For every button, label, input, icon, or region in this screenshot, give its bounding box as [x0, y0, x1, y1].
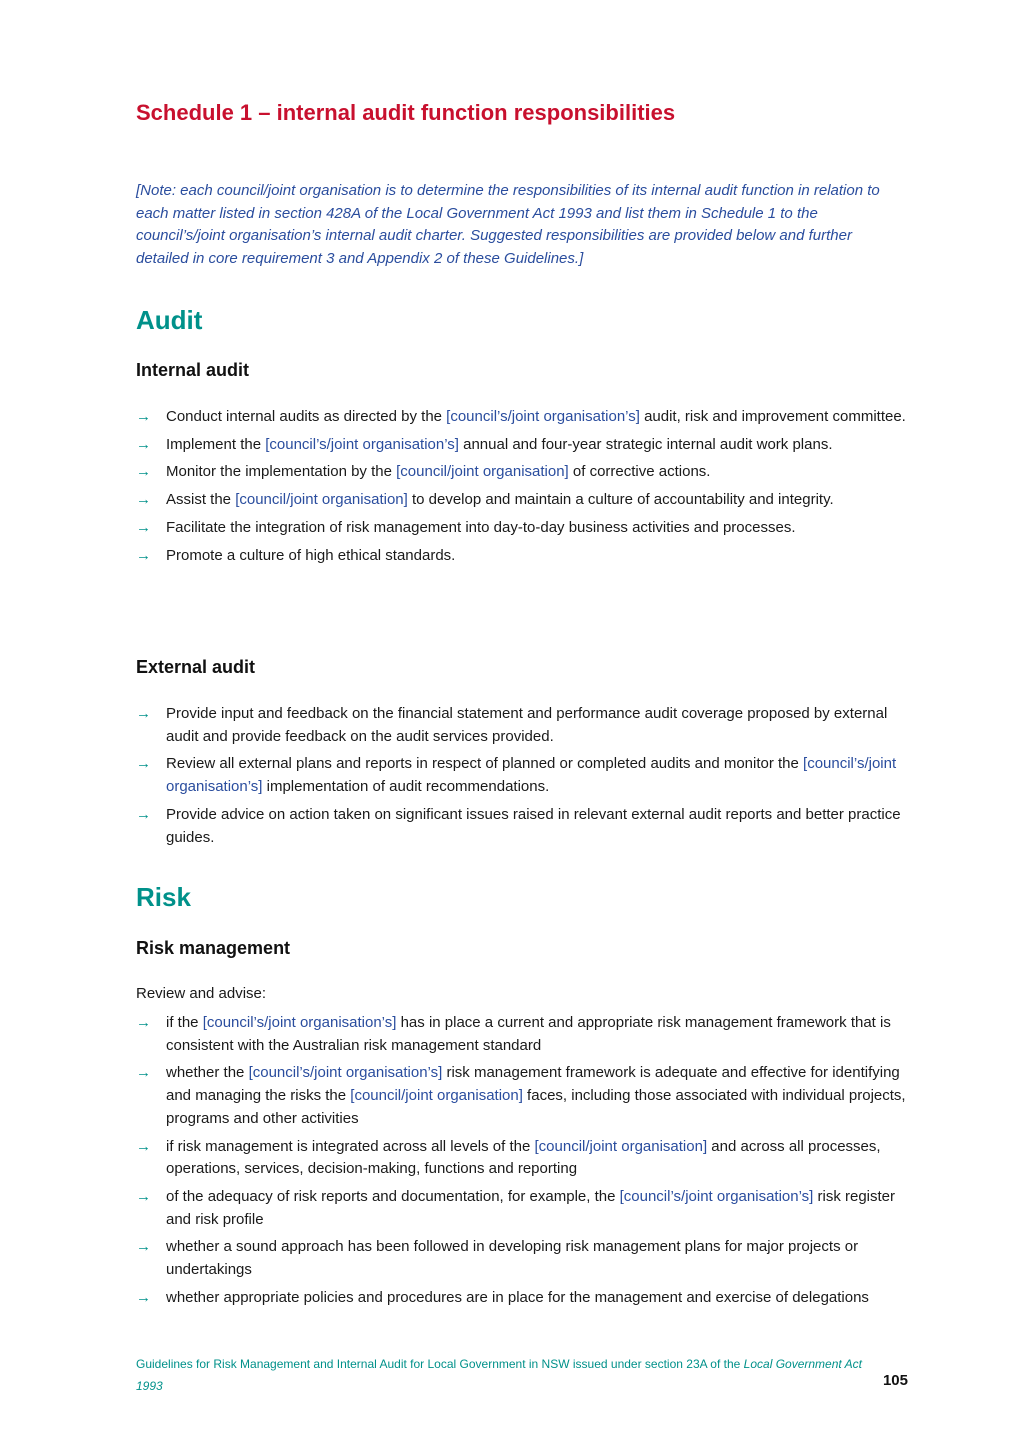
list-item [136, 545, 908, 568]
placeholder-text: [council/joint organisation] [235, 491, 408, 509]
placeholder-text: [council’s/joint organisation’s] [265, 435, 459, 453]
item-text: if the [166, 1014, 203, 1031]
item-text: risk management framework is adequate and effective for identifying and managing the risks the [166, 1064, 900, 1105]
list-item [136, 1062, 908, 1130]
external-audit-list [136, 703, 908, 854]
item-text: Assist the [166, 491, 236, 509]
list-item [136, 434, 908, 457]
item-text: implementation of audit recommendations. [262, 778, 550, 796]
arrow-bullet-icon: → [136, 1014, 151, 1031]
risk-management-list [136, 1012, 908, 1314]
list-item [136, 517, 908, 540]
list-item [136, 703, 908, 748]
arrow-bullet-icon: → [136, 1187, 151, 1205]
item-text: annual and four-year strategic internal audit work plans. [458, 435, 833, 453]
item-text: Facilitate the integration of risk management into day-to-day business activities and processes. [166, 518, 796, 536]
arrow-bullet-icon: → [136, 805, 151, 823]
placeholder-text: [council’s/joint organisation’s] [202, 1014, 397, 1031]
arrow-bullet-icon: → [136, 463, 151, 481]
item-text: faces, including those associated with individual projects, programs and other activities [166, 1087, 906, 1127]
list-item [136, 1236, 908, 1281]
item-text: has in place a current and appropriate risk management framework that is consistent with the Australian risk management standard [166, 1014, 891, 1054]
item-text: of the adequacy of risk reports and documentation, for example, the [166, 1187, 620, 1205]
list-item [136, 753, 908, 798]
list-item [136, 1186, 908, 1231]
arrow-bullet-icon: → [136, 1238, 151, 1256]
footer-text: Guidelines for Risk Management and Internal Audit for Local Government in NSW issued under section 23A of the [136, 1357, 744, 1371]
arrow-bullet-icon: → [136, 408, 151, 425]
arrow-bullet-icon: → [136, 1137, 151, 1155]
item-text: Promote a culture of high ethical standards. [166, 546, 456, 564]
list-item [136, 1287, 908, 1310]
item-text: risk register and risk profile [166, 1187, 896, 1228]
item-text: if risk management is integrated across all levels of the [166, 1137, 535, 1155]
item-text: whether the [166, 1064, 249, 1082]
subheading-risk-management: Risk management [136, 938, 291, 958]
section-heading-risk: Risk [136, 882, 191, 912]
item-text: audit, risk and improvement committee. [639, 408, 906, 425]
arrow-bullet-icon: → [136, 1064, 151, 1082]
item-text: Review all external plans and reports in respect of planned or completed audits and monitor the [166, 755, 804, 773]
footer-act-title: Local Government Act 1993 [136, 1357, 862, 1393]
list-item [136, 804, 908, 849]
item-text: to develop and maintain a culture of accountability and integrity. [407, 491, 834, 509]
placeholder-text: [council/joint organisation] [534, 1137, 708, 1155]
footer-citation [136, 1353, 866, 1397]
item-text: and across all processes, operations, services, decision-making, functions and reporting [166, 1137, 881, 1178]
arrow-bullet-icon: → [136, 755, 151, 773]
subheading-internal-audit: Internal audit [136, 360, 250, 380]
item-text: Monitor the implementation by the [166, 463, 397, 481]
placeholder-text: [council’s/joint organisation’s] [248, 1064, 443, 1082]
subheading-external-audit: External audit [136, 657, 256, 677]
list-item [136, 1012, 908, 1057]
list-item [136, 1136, 908, 1181]
arrow-bullet-icon: → [136, 546, 151, 564]
item-text: whether appropriate policies and procedures are in place for the management and exercise of delegations [166, 1288, 869, 1306]
item-text: Provide advice on action taken on significant issues raised in relevant external audit reports and better practice guides. [166, 805, 901, 846]
item-text: of corrective actions. [568, 463, 711, 481]
placeholder-text: [council/joint organisation] [396, 463, 569, 481]
guidance-note: [Note: each council/joint organisation is to determine the responsibilities of its internal audit function in relation to each matter listed in section 428A of the Local Government Act 1993 and list them in Schedule 1 to the council’s/joint organisation’s internal audit charter. Suggested responsibilities are provided below and further detailed in core requirement 3 and Appendix 2 of these Guidelines.] [136, 182, 880, 268]
arrow-bullet-icon: → [136, 518, 151, 536]
internal-audit-list [136, 406, 908, 572]
arrow-bullet-icon: → [136, 491, 151, 509]
list-item [136, 406, 908, 429]
list-item [136, 461, 908, 484]
list-item [136, 489, 908, 512]
placeholder-text: [council’s/joint organisation’s] [619, 1187, 814, 1205]
page-number: 105 [882, 1372, 908, 1389]
item-text: Implement the [166, 435, 266, 453]
placeholder-text: [council/joint organisation] [350, 1087, 523, 1105]
arrow-bullet-icon: → [136, 705, 151, 722]
arrow-bullet-icon: → [136, 1288, 151, 1306]
placeholder-text: [council’s/joint organisation’s] [166, 755, 897, 796]
placeholder-text: [council’s/joint organisation’s] [446, 408, 640, 425]
section-heading-audit: Audit [136, 305, 203, 335]
item-text: Provide input and feedback on the financial statement and performance audit coverage proposed by external audit and provide feedback on the audit services provided. [166, 705, 888, 745]
review-and-advise-lead: Review and advise: [136, 985, 267, 1002]
item-text: Conduct internal audits as directed by the [166, 408, 447, 425]
arrow-bullet-icon: → [136, 435, 151, 453]
item-text: whether a sound approach has been followed in developing risk management plans for major projects or undertakings [166, 1238, 859, 1279]
schedule-title: Schedule 1 – internal audit function responsibilities [136, 100, 676, 125]
